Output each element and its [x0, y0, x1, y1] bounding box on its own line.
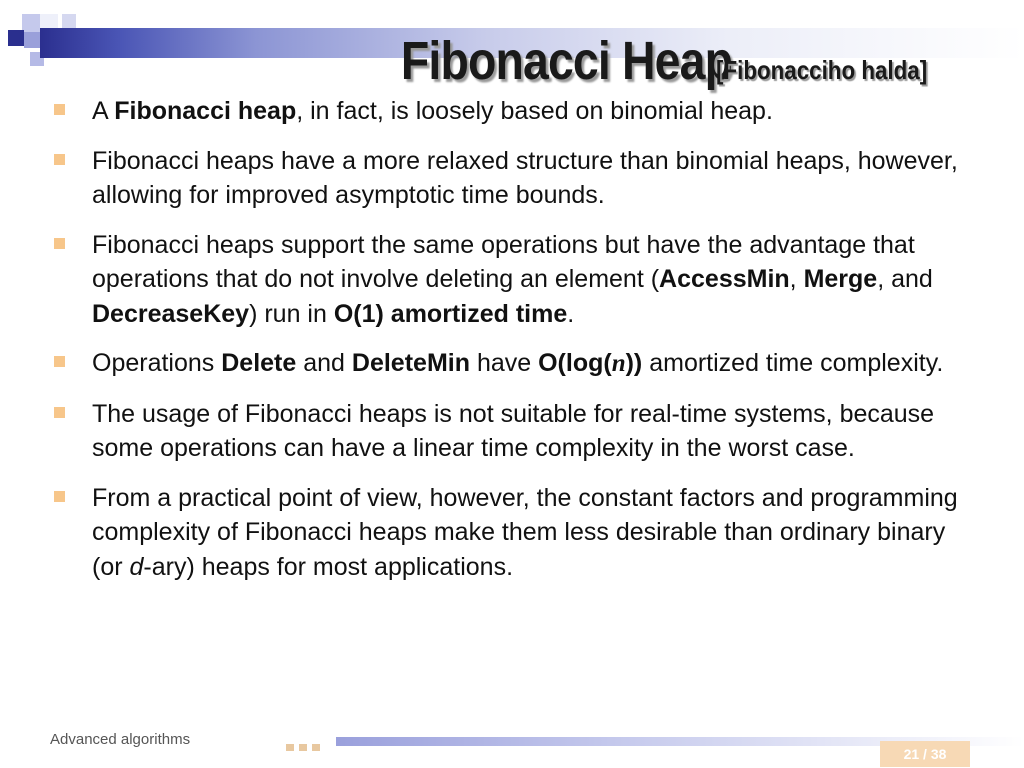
bullet-text-segment: , in fact, is loosely based on binomial heap. — [296, 97, 773, 125]
bullet-text-segment: From a practical point of view, however, the constant factors and programming complexity of Fibonacci heaps make them less desirable than ordinary binary (or — [92, 483, 958, 581]
corner-square — [8, 30, 24, 46]
bullet-text — [92, 228, 974, 332]
bullet-square-icon — [54, 104, 65, 115]
bullet-square-icon — [54, 356, 65, 367]
bullet-text-segment: , — [789, 265, 804, 293]
corner-square — [62, 14, 76, 28]
bullet-text — [92, 94, 773, 129]
bullet-text — [92, 481, 974, 585]
slide-title — [347, 30, 962, 92]
bullet-text-segment: d — [129, 552, 144, 581]
bullet-text-segment: ) run in — [249, 299, 334, 328]
bullet-list — [54, 94, 974, 599]
bullet-item — [54, 481, 974, 585]
footer-course: Advanced algorithms — [50, 731, 191, 748]
bullet-text-segment: O(1) amortized time — [333, 299, 568, 328]
bullet-text-segment: Merge — [803, 265, 878, 293]
bullet-text — [92, 346, 943, 382]
corner-square — [24, 32, 40, 48]
bullet-text-segment: AccessMin — [659, 265, 790, 293]
bullet-text-segment: n — [611, 350, 626, 377]
bullet-square-icon — [54, 154, 65, 165]
bullet-text-segment: , and — [877, 265, 933, 293]
bullet-text-segment: A — [92, 97, 115, 125]
title-main: Fibonacci Heap — [400, 31, 732, 91]
bullet-text-segment: and — [296, 349, 352, 377]
bullet-text-segment: )) — [625, 349, 643, 377]
bullet-text — [92, 144, 974, 213]
bullet-text — [92, 397, 974, 466]
corner-square — [22, 14, 40, 32]
bullet-text-segment: Operations — [92, 349, 222, 377]
bullet-item — [54, 228, 974, 332]
bullet-text-segment: Fibonacci heaps have a more relaxed structure than binomial heaps, however, allowing for improved asymptotic time bounds. — [92, 146, 958, 209]
bullet-text-segment: Fibonacci heaps support the same operations but have the advantage that operations that do not involve deleting an element ( — [92, 230, 915, 293]
bullet-text-segment: have — [470, 349, 539, 377]
bullet-item — [54, 94, 974, 129]
page-number: 21 / 38 — [880, 741, 970, 767]
bullet-text-segment: The usage of Fibonacci heaps is not suitable for real-time systems, because some operations can have a linear time complexity in the worst case. — [92, 399, 935, 462]
bullet-text-segment: -ary) heaps for most applications. — [143, 552, 514, 581]
bullet-text-segment: DeleteMin — [351, 349, 470, 377]
bullet-square-icon — [54, 407, 65, 418]
bullet-text-segment: amortized time complexity. — [642, 349, 944, 377]
bullet-text-segment: Fibonacci heap — [114, 97, 297, 125]
bullet-item — [54, 144, 974, 213]
bullet-text-segment: O(log( — [538, 349, 612, 377]
bullet-square-icon — [54, 491, 65, 502]
bullet-item — [54, 346, 974, 382]
footer-dots — [286, 738, 325, 756]
bullet-item — [54, 397, 974, 466]
title-subtitle: [Fibonacciho halda] — [716, 55, 928, 85]
bullet-text-segment: DecreaseKey — [92, 299, 250, 328]
bullet-text-segment: . — [567, 299, 575, 328]
bullet-square-icon — [54, 238, 65, 249]
bullet-text-segment: Delete — [221, 349, 297, 377]
